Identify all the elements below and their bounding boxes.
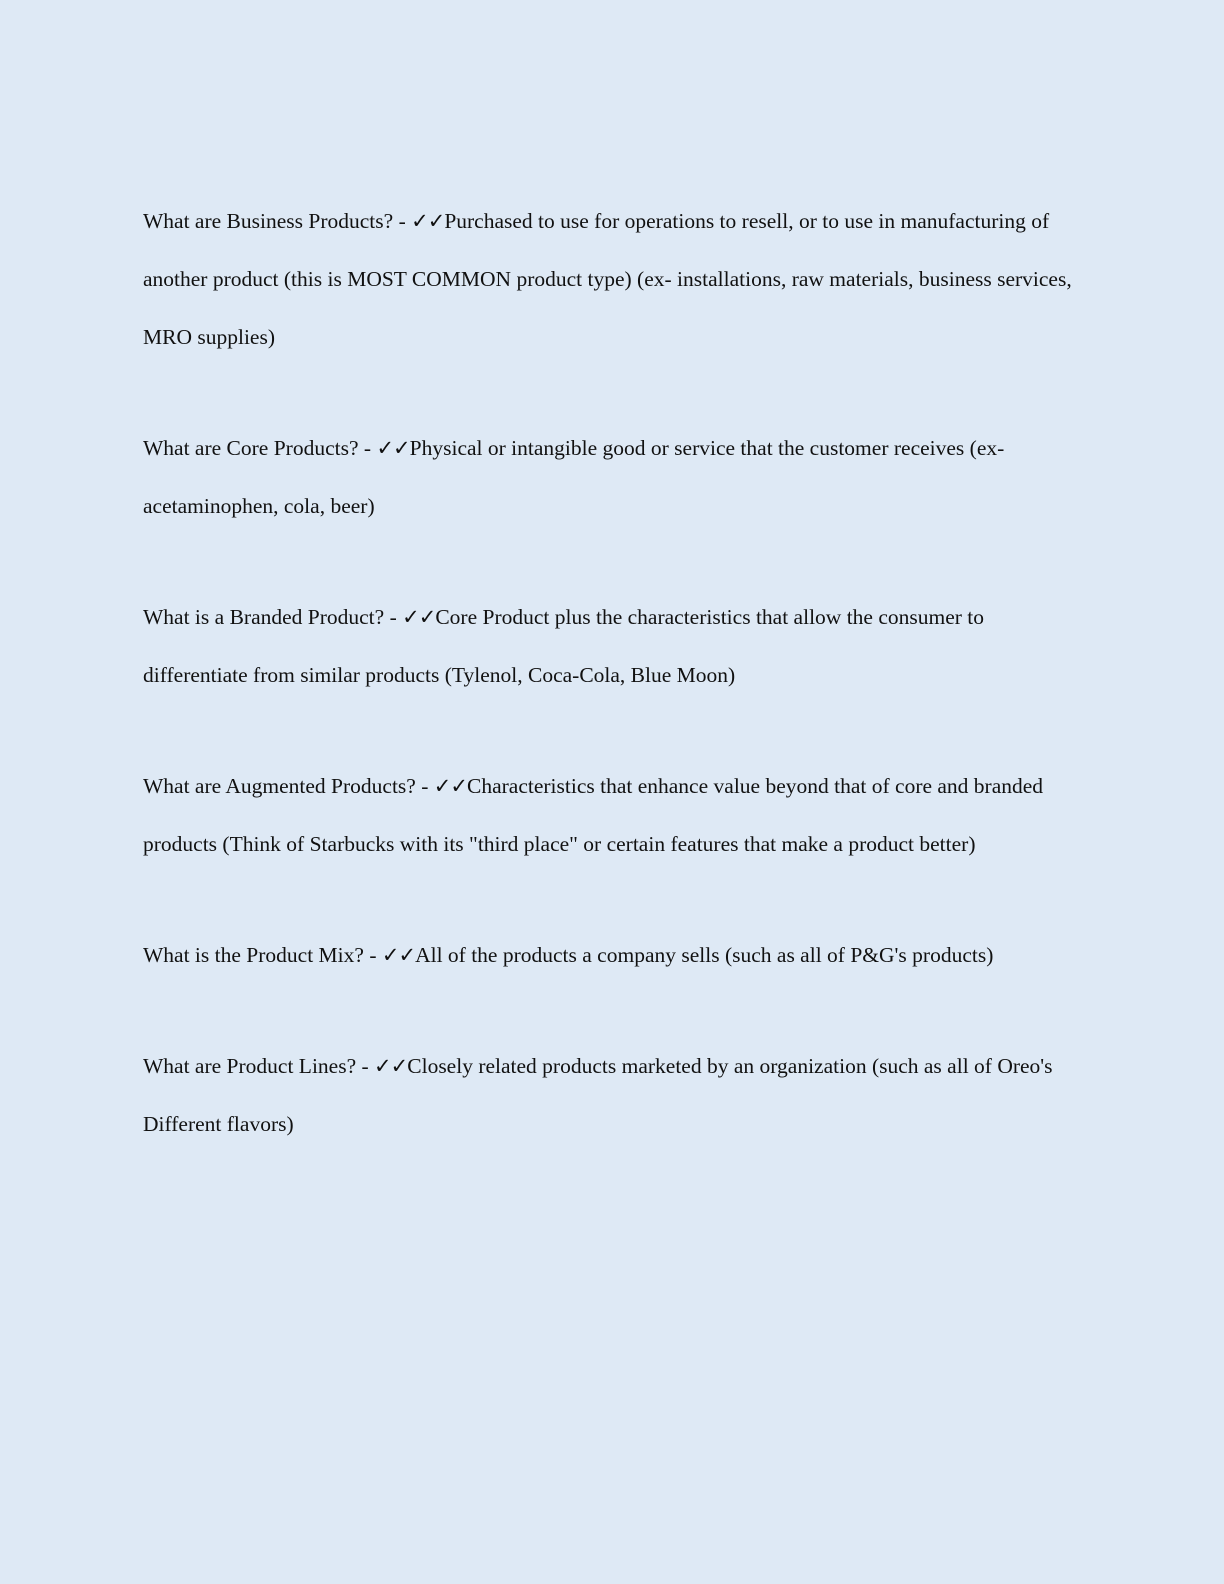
answer-text: Purchased to use for operations to resell, or to use in manufacturing of another product (this is MOST COMMON product type) (ex- installations, raw materials, business services, MRO supplies): [143, 209, 1072, 349]
qa-entry-core-products: [143, 419, 1083, 535]
qa-entry-augmented-products: [143, 757, 1083, 873]
separator: -: [356, 1054, 375, 1078]
answer-text: Core Product plus the characteristics that allow the consumer to differentiate from similar products (Tylenol, Coca-Cola, Blue Moon): [143, 605, 985, 687]
separator: -: [393, 209, 412, 233]
double-check-icon: ✓✓: [411, 209, 445, 233]
question-text: What are Business Products?: [143, 209, 394, 233]
qa-entry-business-products: [143, 192, 1083, 366]
separator: -: [384, 605, 403, 629]
double-check-icon: ✓✓: [433, 774, 467, 798]
double-check-icon: ✓✓: [402, 605, 436, 629]
answer-text: Closely related products marketed by an organization (such as all of Oreo's Different flavors): [143, 1054, 1053, 1136]
answer-text: Characteristics that enhance value beyond that of core and branded products (Think of Starbucks with its "third place" or certain features that make a product better): [143, 774, 1044, 856]
double-check-icon: ✓✓: [376, 436, 410, 460]
question-text: What is a Branded Product?: [143, 605, 385, 629]
qa-entry-product-lines: [143, 1037, 1083, 1153]
separator: -: [415, 774, 434, 798]
question-text: What are Core Products?: [143, 436, 359, 460]
answer-text: Physical or intangible good or service that the customer receives (ex- acetaminophen, cola, beer): [143, 436, 1005, 518]
question-text: What are Augmented Products?: [143, 774, 416, 798]
double-check-icon: ✓✓: [381, 943, 416, 967]
qa-list: [143, 192, 1083, 1206]
answer-text: All of the products a company sells (such as all of P&G's products): [415, 943, 994, 967]
separator: -: [363, 943, 382, 967]
qa-entry-branded-product: [143, 588, 1083, 704]
qa-entry-product-mix: [143, 926, 1083, 984]
question-text: What is the Product Mix?: [143, 943, 364, 967]
separator: -: [358, 436, 377, 460]
question-text: What are Product Lines?: [143, 1054, 357, 1078]
double-check-icon: ✓✓: [374, 1054, 408, 1078]
